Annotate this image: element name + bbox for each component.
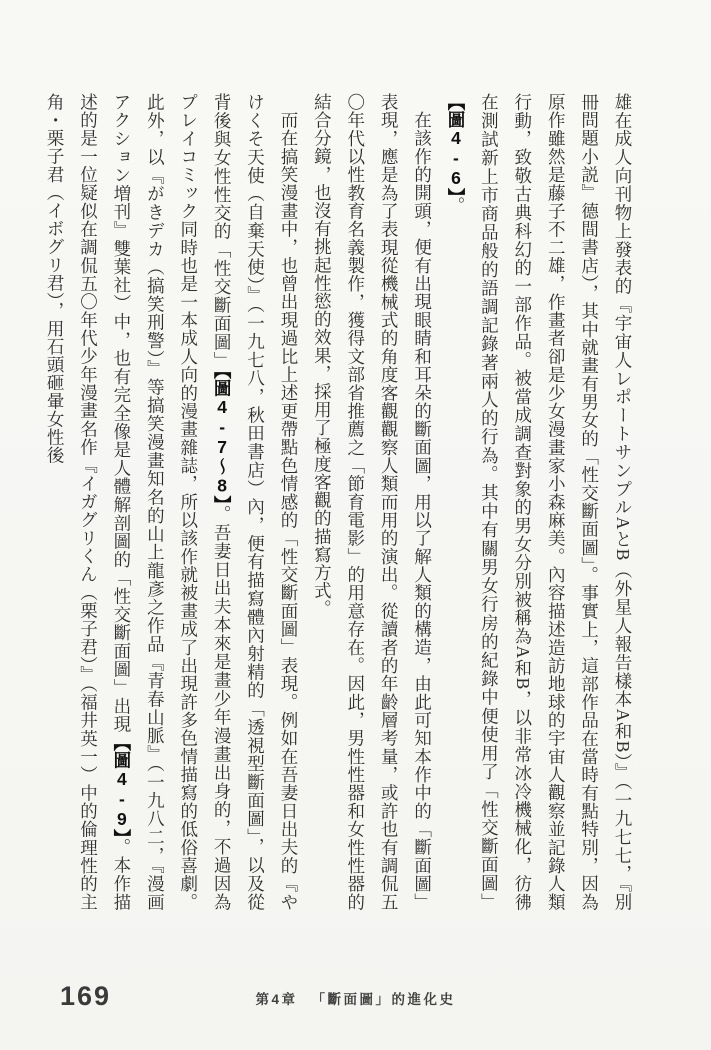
- text-segment: 。吾妻日出夫本來是畫少年漫畫出身的，不過因為プレイコミック同時也是一本成人向的漫畫雜誌，所以該作就被畫成了出現許多色情描寫的低俗喜劇。此外，以『がきデカ（搞笑刑警）』等搞笑漫畫知名的山上龍彥之作品『青春山脈』（一九八二，『漫画アクション増刊』雙葉社）中，也有完全像是人體解剖圖的「性交斷面圖」出現: [111, 93, 233, 912]
- text-segment: 。本作描述的是一位疑似在調侃五〇年代少年漫畫名作『イガグリくん（栗子君）』（福井英一）中的倫理性的主角・栗子君（イボグリ君），用石頭砸暈女性後: [45, 93, 132, 911]
- figure-reference: 【圖4-6】: [445, 93, 466, 197]
- figure-reference: 【圖4-9】: [111, 733, 132, 838]
- text-segment: 在該作的開頭，便有出現眼睛和耳朵的斷面圖，用以了解人類的構造，由此可知本作中的「斷面圖」表現，應是為了表現從機械式的角度客觀觀察人類而用的演出。從讀者的年齡層考量，或許也有調侃五〇年代以性教育名義製作，獲得文部省推薦之「節育電影」的用意存在。因此，男性性器和女性性器的結合分鏡，也沒有挑起性慾的效果，採用了極度客觀的描寫方式。: [312, 93, 433, 911]
- paragraph: [305, 93, 439, 911]
- text-segment: 。: [445, 196, 466, 215]
- page-number: 169: [60, 981, 112, 1011]
- paragraph: [38, 93, 305, 911]
- paragraph: [439, 93, 639, 911]
- running-title: [0, 988, 711, 1008]
- chapter-label: 第4章: [255, 992, 298, 1007]
- text-segment: 雄在成人向刊物上發表的『宇宙人レポートサンプルAとB（外星人報告樣本A和B）』（一九七七，『別冊問題小説』德間書店），其中就畫有男女的「性交斷面圖」。事實上，這部作品在當時有點特別，因為原作雖然是藤子不二雄，作畫者卻是少女漫畫家小森麻美。內容描述造訪地球的宇宙人觀察並記錄人類行動，致敬古典科幻的一部作品。被當成調查對象的男女分別被稱為A和B，以非常冰冷機械化，彷彿在測試新上市商品般的語調記錄著兩人的行為。其中有關男女行房的紀錄中便使用了「性交斷面圖」: [479, 93, 633, 911]
- article: [37, 93, 639, 911]
- page-footer: [0, 975, 711, 1025]
- text-segment: 而在搞笑漫畫中，也曾出現過比上述更帶點色情感的「性交斷面圖」表現。例如在吾妻日出夫的『やけくそ天使（自棄天使）』（一九七八，秋田書店）內，便有描寫體內射精的「透視型斷面圖」，以及從背後與女性性交的「性交斷面圖」: [212, 93, 299, 911]
- figure-reference: 【圖4-7～8】: [212, 370, 233, 505]
- chapter-title: 「斷面圖」的進化史: [311, 992, 456, 1007]
